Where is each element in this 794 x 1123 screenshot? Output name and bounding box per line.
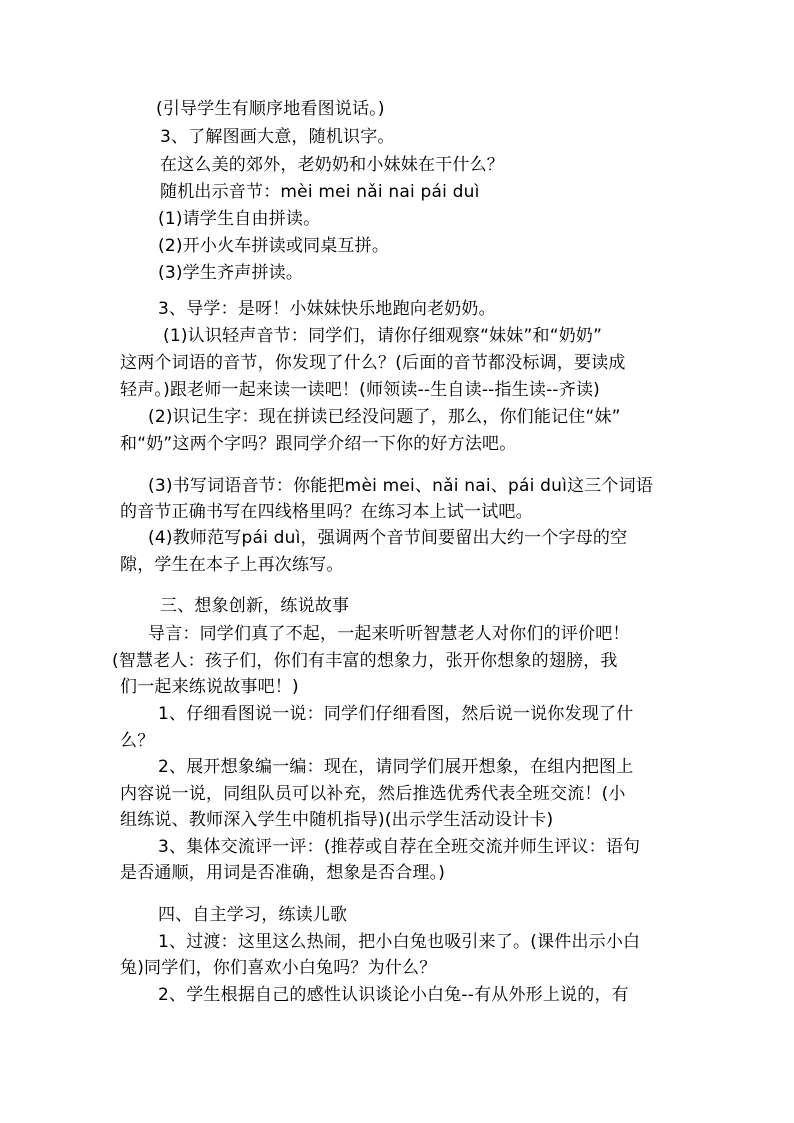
- text-line: (2)开小火车拼读或同桌互拼。: [158, 236, 390, 256]
- section-heading: 四、自主学习，练读儿歌: [158, 905, 348, 925]
- text-line: 和“奶”这两个字吗？跟同学介绍一下你的好方法吧。: [120, 434, 517, 454]
- text-line: 1、过渡：这里这么热闹，把小白兔也吸引来了。(课件出示小白: [158, 932, 641, 952]
- text-line: 3、集体交流评一评：(推荐或自荐在全班交流并师生评议：语句: [158, 837, 641, 857]
- text-line: (3)学生齐声拼读。: [158, 263, 304, 283]
- text-line: (4)教师范写pái duì，强调两个音节间要留出大约一个字母的空: [148, 528, 628, 548]
- text-line: 导言：同学们真了不起，一起来听听智慧老人对你们的评价吧！: [148, 624, 630, 644]
- section-heading: 三、想象创新，练说故事: [160, 596, 350, 616]
- text-line: 是否通顺，用词是否准确，想象是否合理。): [120, 863, 446, 883]
- text-line: 随机出示音节：mèi mei nǎi nai pái duì: [160, 182, 480, 202]
- text-line: 兔)同学们，你们喜欢小白兔吗？为什么？: [120, 958, 437, 978]
- text-line: (1)认识轻声音节：同学们，请你仔细观察“妹妹”和“奶奶”: [163, 326, 603, 346]
- text-line: 内容说一说，同组队员可以补充，然后推选优秀代表全班交流！(小: [120, 784, 626, 804]
- text-line: 1、仔细看图说一说：同学们仔细看图，然后说一说你发现了什: [158, 704, 634, 724]
- text-line: 轻声。)跟老师一起来读一读吧！(师领读--生自读--指生读--齐读): [120, 380, 601, 400]
- text-line: 在这么美的郊外，老奶奶和小妹妹在干什么？: [160, 155, 504, 175]
- text-line: 这两个词语的音节，你发现了什么？(后面的音节都没标调，要读成: [120, 353, 626, 373]
- text-line: 3、导学：是呀！小妹妹快乐地跑向老奶奶。: [158, 299, 496, 319]
- text-line: (3)书写词语音节：你能把mèi mei、nǎi nai、pái duì这三个词语: [148, 476, 654, 496]
- text-line: 2、学生根据自己的感性认识谈论小白兔--有从外形上说的，有: [158, 985, 629, 1005]
- text-line: 们一起来练说故事吧！): [120, 677, 299, 697]
- text-line: 3、了解图画大意，随机识字。: [160, 127, 395, 147]
- text-line: (智慧老人：孩子们，你们有丰富的想象力，张开你想象的翅膀，我: [112, 651, 618, 671]
- text-line: 组练说、教师深入学生中随机指导)(出示学生活动设计卡): [120, 810, 554, 830]
- text-line: (1)请学生自由拼读。: [158, 209, 321, 229]
- text-line: (引导学生有顺序地看图说话。): [156, 99, 385, 119]
- text-line: 隙，学生在本子上再次练写。: [120, 555, 344, 575]
- text-line: 的音节正确书写在四线格里吗？在练习本上试一试吧。: [120, 502, 533, 522]
- text-line: 么？: [120, 731, 155, 751]
- text-line: (2)识记生字：现在拼读已经没问题了，那么，你们能记住“妹”: [148, 407, 621, 427]
- text-line: 2、展开想象编一编：现在，请同学们展开想象，在组内把图上: [158, 757, 634, 777]
